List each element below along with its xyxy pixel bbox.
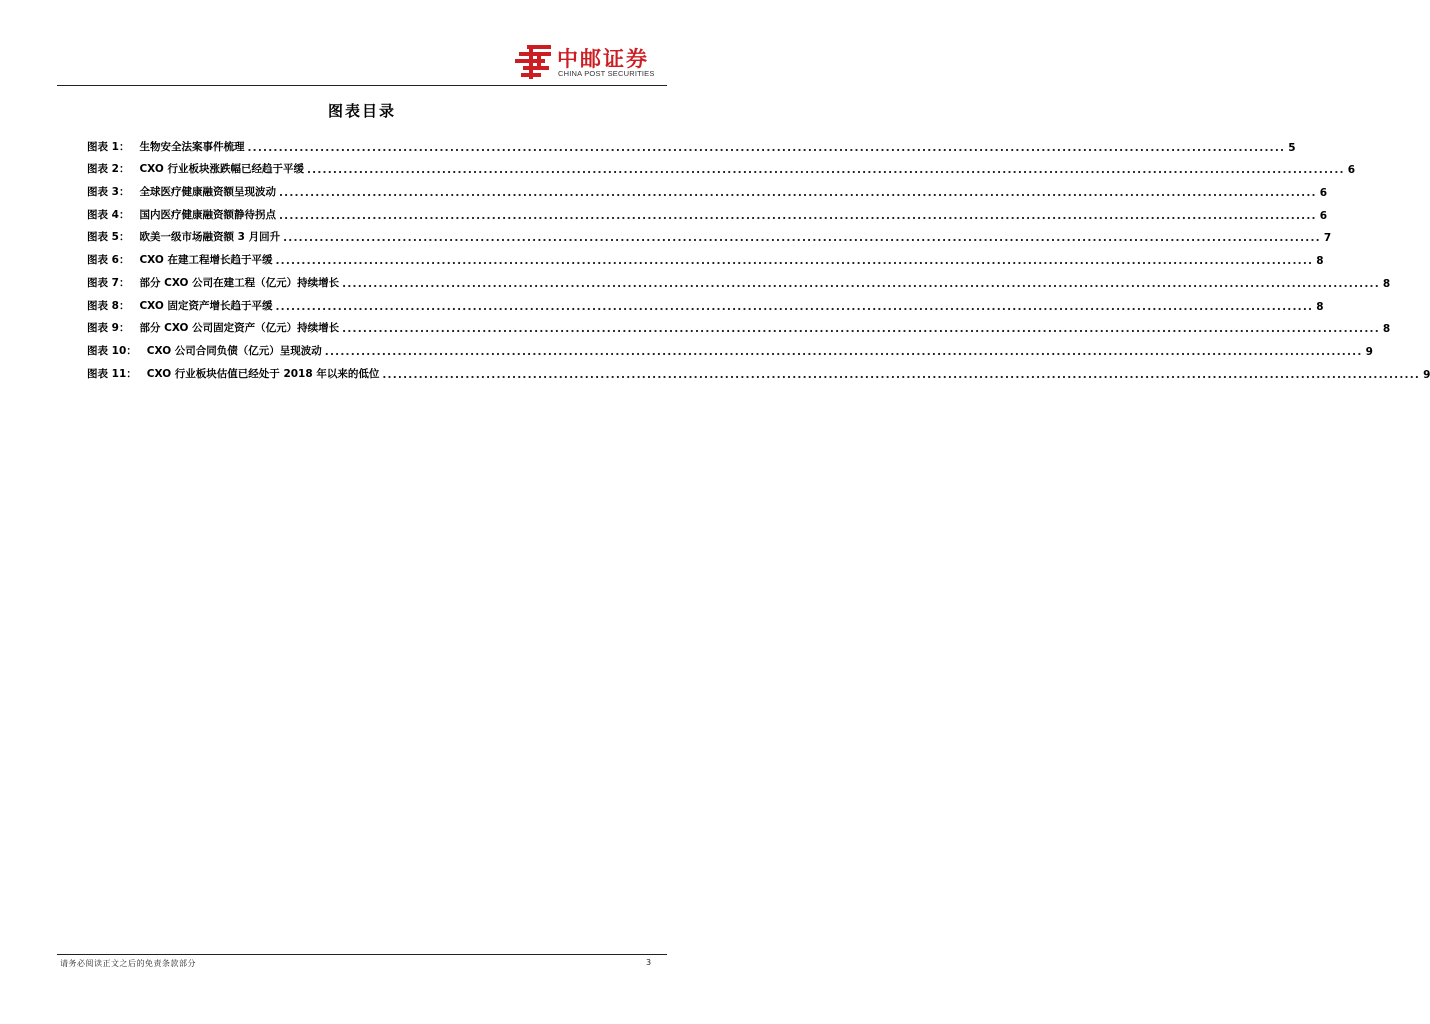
toc-title: 图表目录 [327, 102, 396, 120]
toc-entry-label: 图表 3： [87, 186, 130, 199]
toc-entry-page: 8 [1316, 255, 1324, 268]
china-post-logo-icon [513, 43, 553, 81]
brand-logo [513, 43, 673, 81]
toc-entry-label: 图表 10： [87, 344, 137, 357]
toc-entry-title: 部分 CXO 公司在建工程（亿元）持续增长 [139, 276, 340, 289]
toc-entry-label: 图表 5： [87, 231, 130, 244]
toc-leader-dots: ........................................................................................................................................................................................................ [342, 323, 1380, 336]
toc-entry-page: 8 [1316, 300, 1324, 313]
toc-leader-dots: ........................................................................................................................................................................................................ [283, 232, 1321, 245]
toc-leader-dots: ........................................................................................................................................................................................................ [382, 368, 1421, 381]
toc-list [87, 131, 1430, 381]
toc-entry[interactable] [87, 244, 1324, 268]
toc-entry[interactable] [87, 335, 1373, 358]
toc-leader-dots: ........................................................................................................................................................................................................ [342, 277, 1380, 290]
toc-leader-dots: ........................................................................................................................................................................................................ [324, 345, 1363, 358]
toc-leader-dots: ........................................................................................................................................................................................................ [278, 187, 1317, 200]
footer-disclaimer: 请务必阅读正文之后的免责条款部分 [60, 959, 196, 968]
toc-entry[interactable] [87, 176, 1328, 200]
toc-entry-page: 8 [1382, 323, 1391, 336]
toc-entry-title: 欧美一级市场融资额 3 月回升 [139, 231, 281, 244]
toc-entry-page: 6 [1319, 209, 1328, 222]
toc-entry-title: 全球医疗健康融资额呈现波动 [139, 186, 276, 199]
toc-entry-title: CXO 公司合同负债（亿元）呈现波动 [146, 344, 322, 357]
toc-entry-label: 图表 1： [87, 140, 130, 153]
toc-entry-label: 图表 6： [87, 254, 130, 267]
toc-entry[interactable] [87, 267, 1391, 290]
toc-entry[interactable] [87, 222, 1332, 245]
toc-entry-page: 7 [1323, 232, 1332, 245]
toc-entry[interactable] [87, 154, 1356, 177]
toc-entry-label: 图表 7： [87, 276, 130, 289]
brand-name-en: CHINA POST SECURITIES [558, 69, 655, 78]
toc-entry-label: 图表 8： [87, 299, 130, 312]
toc-entry-page: 8 [1382, 277, 1391, 290]
toc-entry-page: 9 [1365, 345, 1373, 358]
toc-entry[interactable] [87, 131, 1296, 154]
toc-entry-title: 生物安全法案事件梳理 [139, 140, 245, 153]
toc-entry-title: 国内医疗健康融资额静待拐点 [139, 208, 276, 221]
toc-entry-label: 图表 11： [87, 367, 137, 380]
toc-entry-title: 部分 CXO 公司固定资产（亿元）持续增长 [139, 322, 340, 335]
footer-divider [57, 954, 667, 955]
toc-leader-dots: ........................................................................................................................................................................................................ [275, 255, 1314, 268]
toc-leader-dots: ........................................................................................................................................................................................................ [278, 209, 1317, 222]
toc-entry-page: 9 [1423, 368, 1430, 381]
toc-entry[interactable] [87, 199, 1328, 222]
toc-entry-page: 5 [1288, 141, 1296, 154]
toc-entry-label: 图表 2： [87, 163, 130, 176]
toc-entry-title: CXO 固定资产增长趋于平缓 [139, 299, 273, 312]
toc-entry[interactable] [87, 313, 1391, 336]
toc-entry-title: CXO 行业板块涨跌幅已经趋于平缓 [139, 163, 304, 176]
toc-entry-title: CXO 在建工程增长趋于平缓 [139, 254, 273, 267]
toc-leader-dots: ........................................................................................................................................................................................................ [247, 141, 1286, 154]
toc-entry[interactable] [87, 290, 1324, 313]
header-divider [57, 85, 667, 86]
toc-entry-label: 图表 4： [87, 208, 130, 221]
toc-entry-title: CXO 行业板块估值已经处于 2018 年以来的低位 [146, 367, 380, 380]
brand-name-cn: 中邮证券 [557, 47, 649, 71]
page-header [0, 0, 724, 86]
toc-entry-page: 6 [1347, 164, 1356, 177]
toc-entry[interactable] [87, 358, 1430, 381]
toc-leader-dots: ........................................................................................................................................................................................................ [306, 164, 1345, 177]
toc-entry-page: 6 [1319, 187, 1328, 200]
toc-leader-dots: ........................................................................................................................................................................................................ [275, 300, 1314, 313]
footer-page-number: 3 [646, 958, 652, 967]
toc-entry-label: 图表 9： [87, 322, 130, 335]
